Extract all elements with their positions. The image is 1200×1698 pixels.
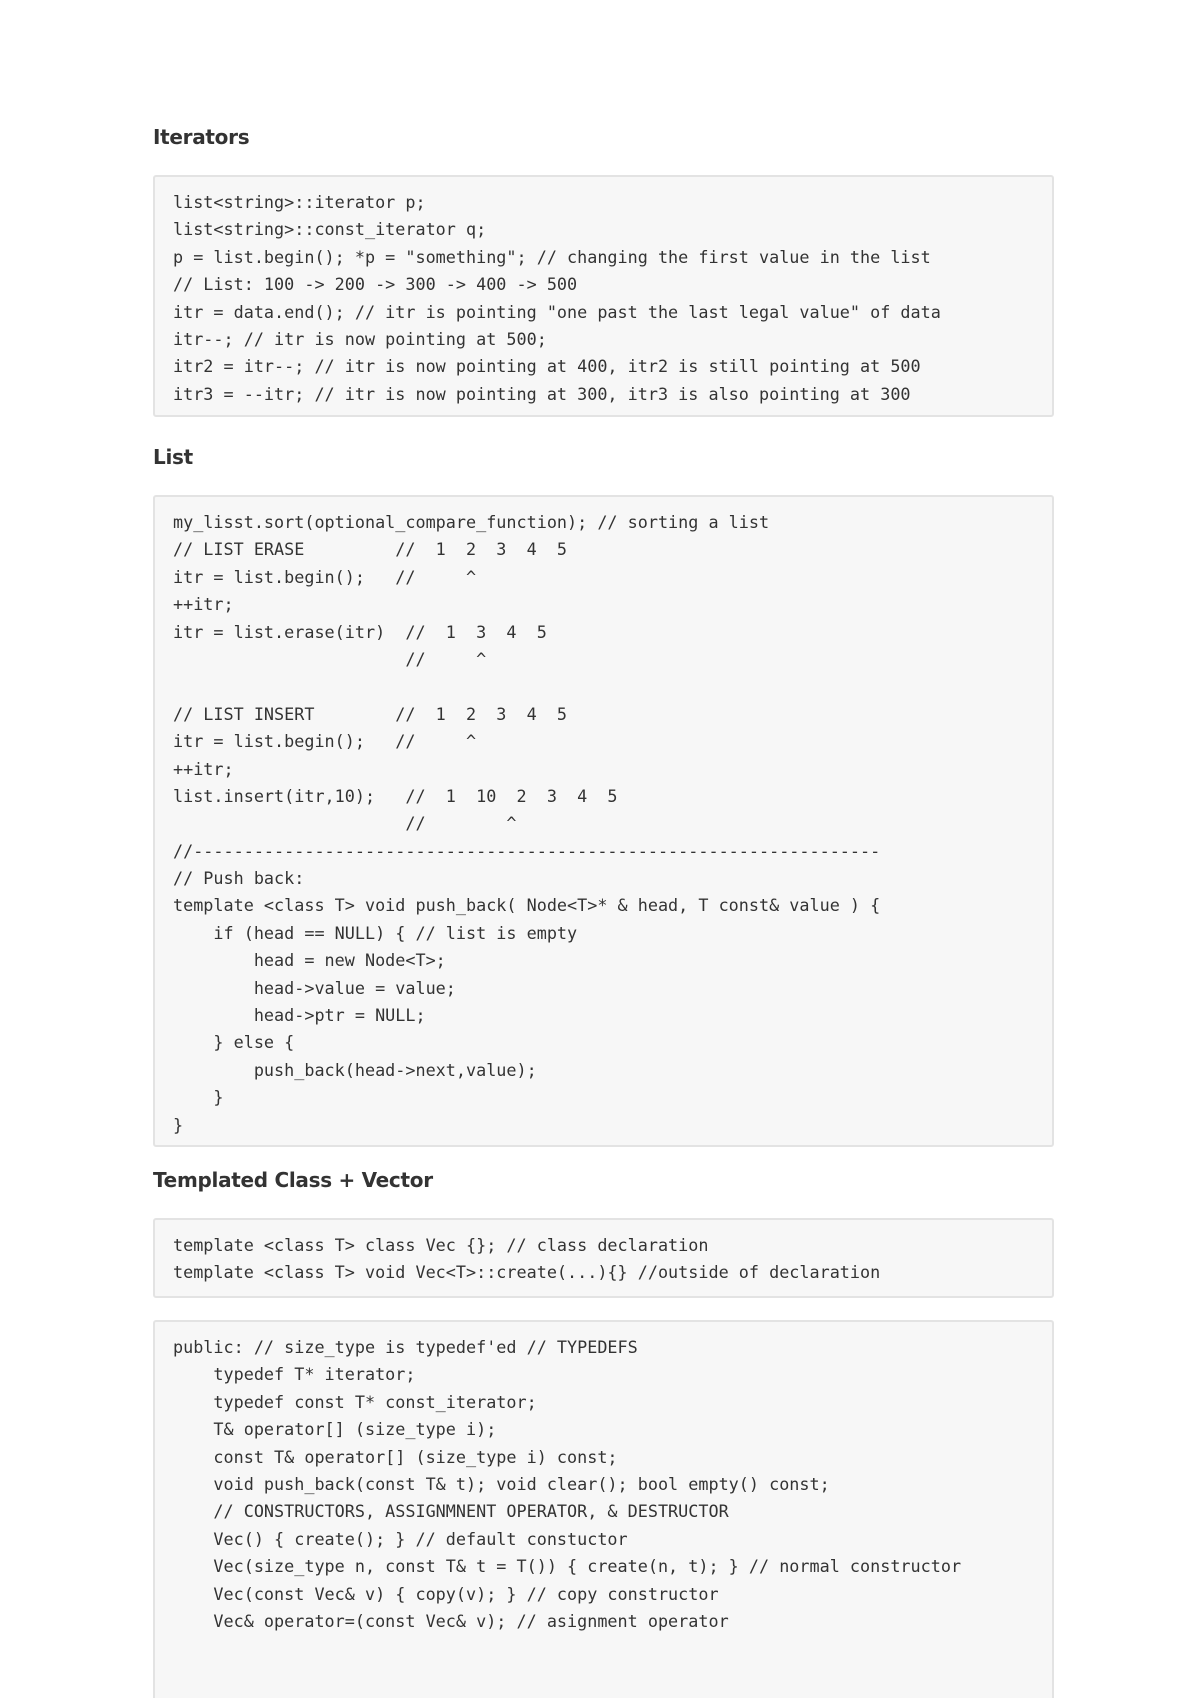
code-line: // ^	[173, 648, 487, 669]
code-line: const T& operator[] (size_type i) const;	[173, 1446, 618, 1467]
code-line: }	[173, 1087, 224, 1108]
code-line: itr2 = itr--; // itr is now pointing at 400, itr2 is still pointing at 500	[173, 356, 921, 377]
code-line: ++itr;	[173, 594, 234, 615]
code-line: typedef T* iterator;	[173, 1364, 416, 1385]
section-heading-list: List	[153, 445, 193, 469]
code-line: head = new Node<T>;	[173, 950, 446, 971]
code-line: head->ptr = NULL;	[173, 1005, 426, 1026]
code-line: my_lisst.sort(optional_compare_function); // sorting a list	[173, 512, 770, 532]
code-block-template-declaration	[153, 1218, 1054, 1298]
code-line: // CONSTRUCTORS, ASSIGNMNENT OPERATOR, & DESTRUCTOR	[173, 1501, 729, 1522]
code-line	[173, 673, 1034, 700]
code-line: template <class T> void push_back( Node<T>* & head, T const& value ) {	[173, 895, 881, 916]
section-heading-templated-class: Templated Class + Vector	[153, 1168, 433, 1192]
code-line: template <class T> class Vec {}; // class declaration	[173, 1235, 709, 1255]
code-line: // List: 100 -> 200 -> 300 -> 400 -> 500	[173, 274, 578, 295]
code-line: template <class T> void Vec<T>::create(...){} //outside of declaration	[173, 1262, 881, 1283]
code-block-list	[153, 495, 1054, 1147]
code-line: itr = data.end(); // itr is pointing "one past the last legal value" of data	[173, 301, 941, 322]
code-line: list<string>::const_iterator q;	[173, 219, 487, 240]
code-block-vec-class	[153, 1320, 1054, 1698]
code-line: typedef const T* const_iterator;	[173, 1391, 537, 1412]
section-heading-iterators: Iterators	[153, 125, 250, 149]
code-line: itr--; // itr is now pointing at 500;	[173, 328, 547, 349]
code-block-iterators	[153, 175, 1054, 417]
code-line: T& operator[] (size_type i);	[173, 1419, 497, 1440]
code-line: //--------------------------------------------------------------------	[173, 840, 881, 861]
code-line: if (head == NULL) { // list is empty	[173, 922, 578, 943]
code-line: // Push back:	[173, 868, 305, 889]
code-line: // ^	[173, 813, 517, 834]
code-line: itr = list.begin(); // ^	[173, 566, 477, 587]
code-line: Vec() { create(); } // default constuctor	[173, 1528, 628, 1549]
code-line: ++itr;	[173, 758, 234, 779]
code-line: itr = list.erase(itr) // 1 3 4 5	[173, 621, 547, 642]
code-line: list.insert(itr,10); // 1 10 2 3 4 5	[173, 785, 618, 806]
code-line: // LIST INSERT // 1 2 3 4 5	[173, 703, 568, 724]
code-line: itr = list.begin(); // ^	[173, 731, 477, 752]
code-line: itr3 = --itr; // itr is now pointing at 300, itr3 is also pointing at 300	[173, 383, 911, 404]
code-line: // LIST ERASE // 1 2 3 4 5	[173, 539, 568, 560]
code-line: Vec& operator=(const Vec& v); // asignment operator	[173, 1610, 729, 1631]
code-line: }	[173, 1114, 184, 1135]
code-line: list<string>::iterator p;	[173, 192, 426, 212]
code-line: push_back(head->next,value);	[173, 1059, 537, 1080]
code-line: head->value = value;	[173, 977, 456, 998]
code-line: Vec(const Vec& v) { copy(v); } // copy constructor	[173, 1583, 719, 1604]
code-line: void push_back(const T& t); void clear(); bool empty() const;	[173, 1473, 830, 1494]
code-line: p = list.begin(); *p = "something"; // changing the first value in the list	[173, 246, 931, 267]
code-line: public: // size_type is typedef'ed // TYPEDEFS	[173, 1337, 638, 1357]
code-line: Vec(size_type n, const T& t = T()) { create(n, t); } // normal constructor	[173, 1556, 962, 1577]
code-line: } else {	[173, 1032, 295, 1053]
